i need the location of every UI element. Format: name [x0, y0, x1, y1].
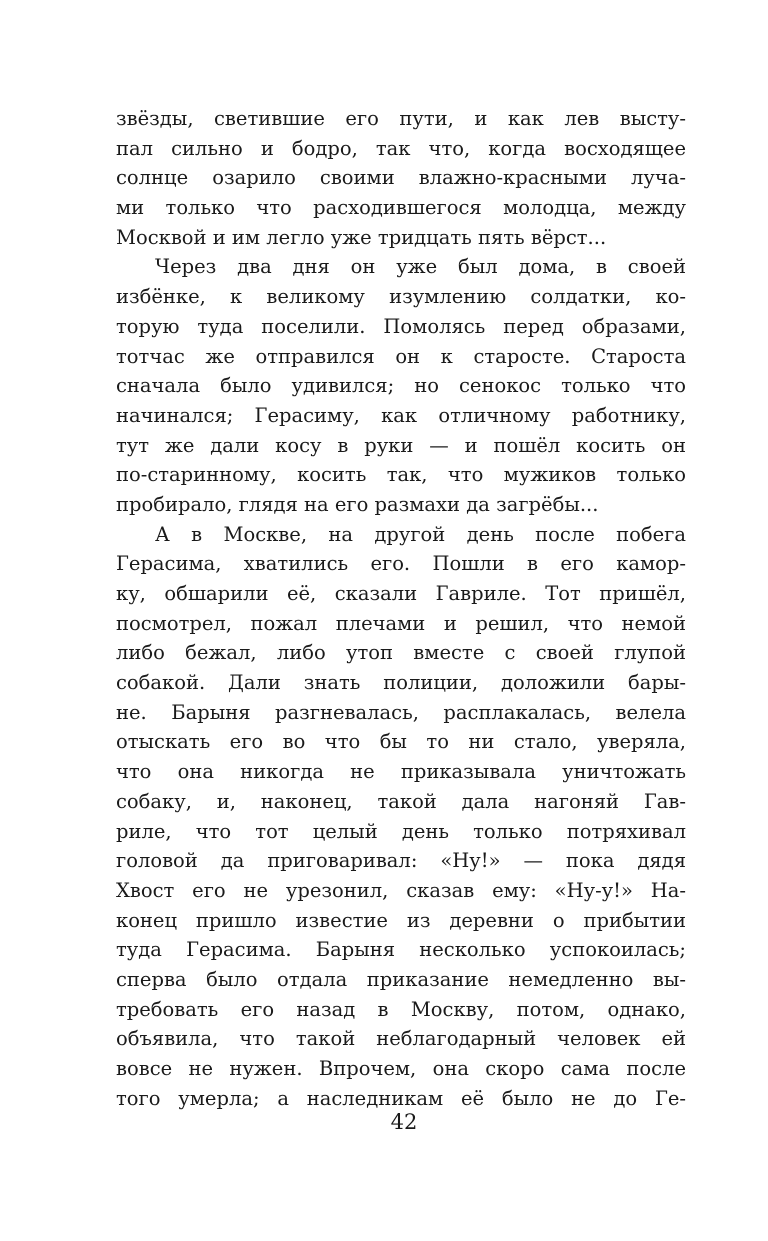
text-line: тут же дали косу в руки — и пошёл косить он — [116, 433, 686, 457]
text-line: что она никогда не приказывала уничтожать — [116, 760, 686, 784]
text-line: Герасима, хватились его. Пошли в его камор- — [116, 552, 686, 576]
text-line: сперва было отдала приказание немедленно вы- — [116, 967, 686, 991]
text-line: Москвой и им легло уже тридцать пять вёрст... — [116, 225, 607, 249]
book-text — [116, 104, 686, 1113]
text-line: А в Москве, на другой день после побега — [155, 522, 686, 546]
text-line: пал сильно и бодро, так что, когда восходящее — [116, 136, 686, 160]
text-line: тотчас же отправился он к старосте. Староста — [116, 344, 686, 368]
text-line: начинался; Герасиму, как отличному работнику, — [116, 403, 686, 427]
text-line: солнце озарило своими влажно-красными луча- — [116, 166, 686, 190]
text-line: либо бежал, либо утоп вместе с своей глупой — [116, 641, 686, 665]
text-line: сначала было удивился; но сенокос только что — [116, 374, 686, 398]
text-line: того умерла; а наследникам её было не до Ге- — [116, 1086, 686, 1110]
page-number: 42 — [390, 1110, 418, 1134]
text-line: ми только что расходившегося молодца, между — [116, 196, 686, 220]
text-line: конец пришло известие из деревни о прибытии — [116, 908, 686, 932]
text-line: избёнке, к великому изумлению солдатки, ко- — [116, 285, 686, 309]
text-line: не. Барыня разгневалась, расплакалась, велела — [116, 700, 686, 724]
text-line: ку, обшарили её, сказали Гавриле. Тот пришёл, — [116, 582, 686, 605]
text-line: Через два дня он уже был дома, в своей — [155, 255, 686, 279]
text-line: головой да приговаривал: «Ну!» — пока дядя — [116, 849, 686, 873]
text-line: Хвост его не урезонил, сказав ему: «Ну-у!» На- — [116, 878, 686, 902]
text-line: собаку, и, наконец, такой дала нагоняй Гав- — [116, 789, 686, 813]
text-line: по-старинному, косить так, что мужиков только — [116, 463, 686, 487]
text-line: туда Герасима. Барыня несколько успокоилась; — [116, 938, 686, 962]
text-line: пробирало, глядя на его размахи да загрёбы... — [116, 492, 599, 516]
text-line: посмотрел, пожал плечами и решил, что немой — [116, 611, 686, 635]
text-line: собакой. Дали знать полиции, доложили бары- — [116, 671, 686, 695]
text-line: вовсе не нужен. Впрочем, она скоро сама после — [116, 1057, 686, 1080]
text-line: торую туда поселили. Помолясь перед образами, — [116, 314, 686, 338]
text-line: звёзды, светившие его пути, и как лев высту- — [116, 107, 686, 130]
text-line: отыскать его во что бы то ни стало, уверяла, — [116, 730, 686, 754]
text-line: объявила, что такой неблагодарный человек ей — [116, 1027, 686, 1051]
text-line: риле, что тот целый день только потряхивал — [116, 819, 686, 843]
text-line: требовать его назад в Москву, потом, однако, — [116, 997, 686, 1021]
